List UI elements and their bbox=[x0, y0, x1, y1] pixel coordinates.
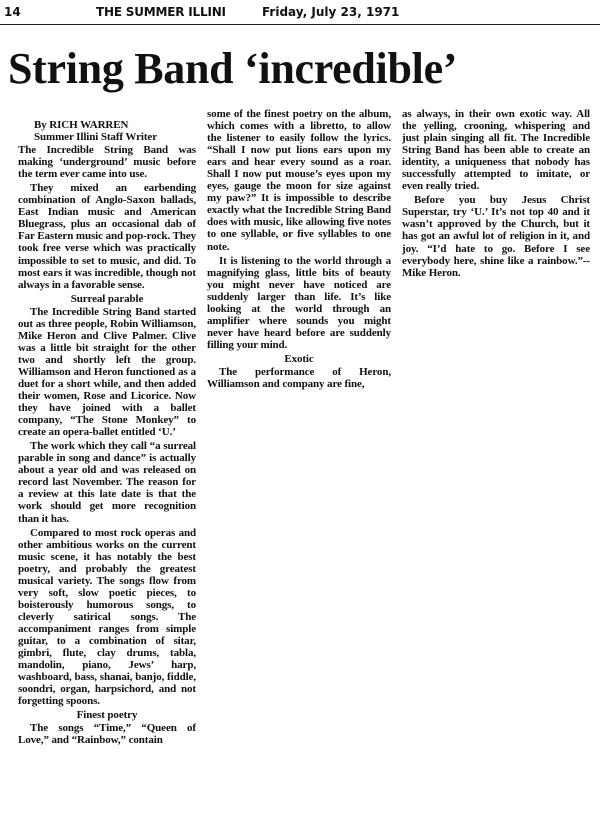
paragraph: The performance of Heron, Williamson and company are fine, bbox=[207, 365, 391, 391]
newspaper-name: THE SUMMER ILLINI bbox=[96, 5, 226, 19]
paragraph: They mixed an earbending combination of Anglo-Saxon ballads, East Indian music and American Bluegrass, plus an occasional dab of Far Eastern music and pop-rock. They took free verse which was practically impossible to set to music, and did. To most ears it was incredible, though not always in a favorable sense. bbox=[18, 182, 196, 291]
article-column-3 bbox=[402, 108, 590, 281]
paragraph: The Incredible String Band started out as three people, Robin Williamson, Mike Heron and Clive Palmer. Clive was a little bit straight for the other two and shortly left the group. Williamson and Heron functioned as a duet for a short while, and then added their women, Rose and Licorice. Now they have joined with a ballet company, “The Stone Monkey” to create an opera-ballet entitled ‘U.’ bbox=[18, 305, 196, 439]
paragraph: The Incredible String Band was making ‘underground’ music before the term ever came into use. bbox=[18, 144, 196, 181]
article-column-1 bbox=[18, 119, 196, 748]
paragraph: Before you buy Jesus Christ Superstar, try ‘U.’ It’s not top 40 and it wasn’t approved by the Church, but it has got an awful lot of religion in it, and joy. “I’d hate to go. Before I see everybody here, shine like a rainbow.”--Mike Heron. bbox=[402, 194, 590, 279]
article-column-2 bbox=[207, 108, 391, 392]
masthead bbox=[0, 0, 600, 25]
paragraph: some of the finest poetry on the album, which comes with a libretto, to allow the listener to easily follow the lyrics. “Shall I now put lions ears upon my ears and hear every sound as a roar. Shall I now put mouse’s eyes upon my eyes, gauge the moon for size against my paw?” It is impossible to describe exactly what the Incredible String Band does with music, like allowing five notes to one syllable, or five syllables to one note. bbox=[207, 108, 391, 253]
paragraph: It is listening to the world through a magnifying glass, little bits of beauty you might never have noticed are suddenly larger than life. It’s like looking at the world through an amplifier where sounds you might never have heard before are suddenly filling your mind. bbox=[207, 254, 391, 351]
subheading-finest-poetry: Finest poetry bbox=[76, 709, 138, 722]
paragraph: The work which they call “a surreal parable in song and dance” is actually about a year old and was released on record last November. The reason for a review at this late date is that the work should get more recognition than it has. bbox=[18, 440, 196, 525]
paragraph: as always, in their own exotic way. All the yelling, crooning, whispering and just plain singing all fit. The Incredible String Band has been able to create an identity, a uniqueness that nobody has successfully attempted to imitate, or even really tried. bbox=[402, 108, 590, 193]
subheading-surreal-parable: Surreal parable bbox=[70, 292, 144, 305]
page-number: 14 bbox=[4, 5, 21, 19]
subheading-exotic: Exotic bbox=[284, 352, 314, 365]
paragraph: The songs “Time,” “Queen of Love,” and “Rainbow,” contain bbox=[18, 722, 196, 747]
paragraph: Compared to most rock operas and other ambitious works on the current music scene, it has notably the best poetry, and probably the greatest musical variety. The songs flow from very soft, slow poetic pieces, to boisterously humorous songs, to cleverly satirical songs. The accompaniment ranges from simple guitar, to a combination of sitar, gimbri, flute, clay drums, tabla, mandolin, piano, Jews’ harp, washboard, bass, shanai, banjo, fiddle, soondri, organ, harpsichord, and not forgetting spoons. bbox=[18, 526, 196, 708]
staff-credit: Summer Illini Staff Writer bbox=[34, 131, 157, 144]
byline: By RICH WARREN bbox=[34, 119, 129, 131]
issue-date: Friday, July 23, 1971 bbox=[262, 5, 400, 19]
headline: String Band ‘incredible’ bbox=[8, 44, 458, 93]
